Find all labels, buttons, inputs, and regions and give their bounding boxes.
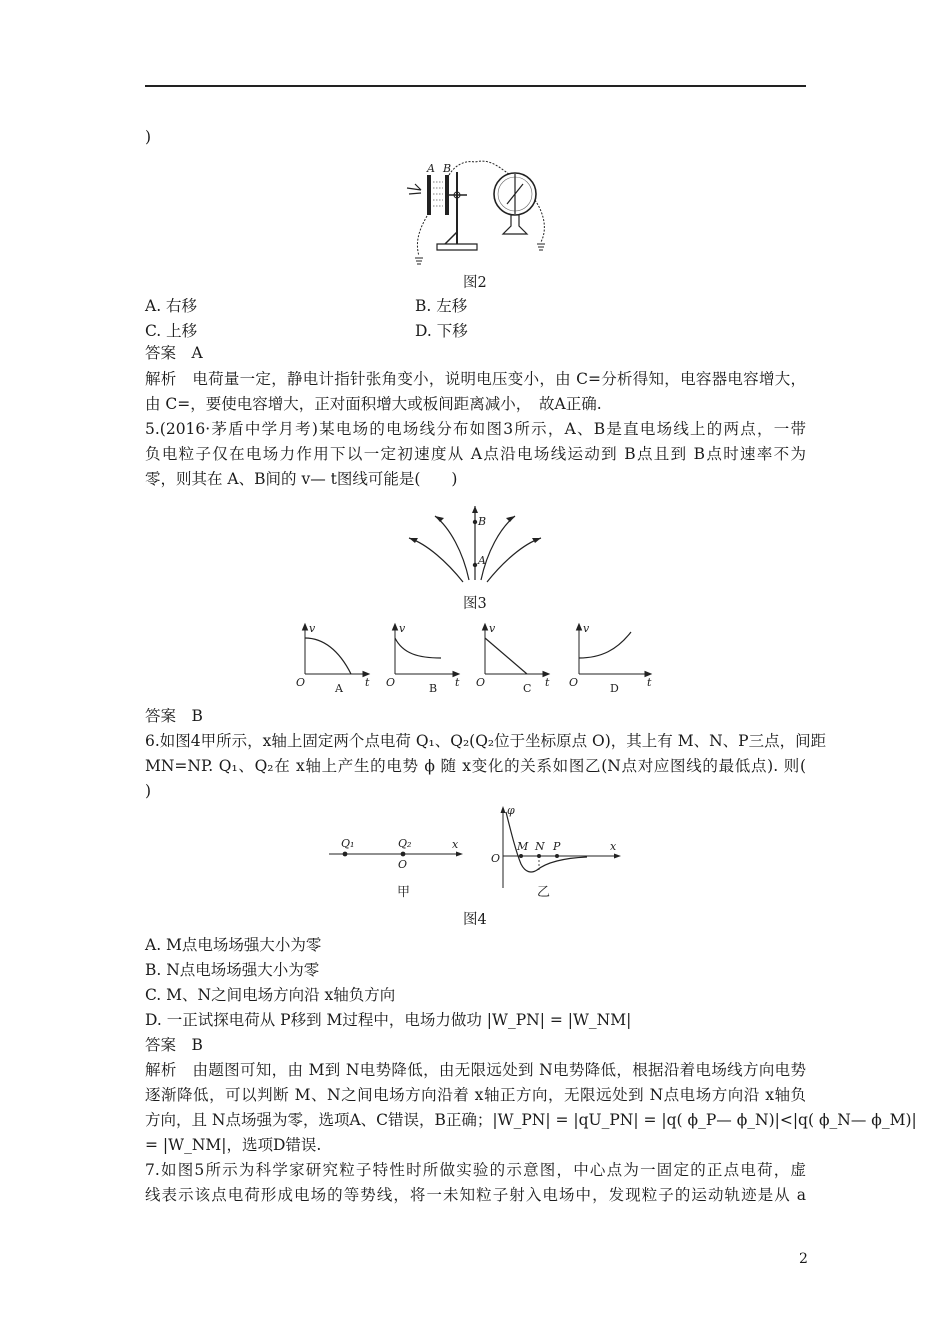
answer-6: 答案 B: [145, 1036, 203, 1054]
question-6-line-1: 6.如图4甲所示，x轴上固定两个点电荷 Q₁、Q₂(Q₂位于坐标原点 O)，其上有 M、N、P三点，间距: [145, 732, 827, 750]
vt-d-xaxis-label: t: [647, 676, 652, 689]
q4-option-b: B. 左移: [415, 297, 468, 315]
vt-c-label: C: [523, 682, 532, 695]
vt-b-label: B: [429, 682, 438, 695]
yi-point-n: N: [535, 840, 545, 853]
q6-option-d: D. 一正试探电荷从 P移到 M过程中，电场力做功 |W_PN| = |W_NM|: [145, 1011, 632, 1029]
explanation-6-line-4: = |W_NM|，选项D错误.: [145, 1136, 322, 1154]
vt-c-xaxis-label: t: [545, 676, 550, 689]
jia-q1-label: Q₁: [341, 837, 355, 850]
question-5-line-3: 零，则其在 A、B间的 v— t图线可能是( ): [145, 470, 458, 488]
question-7-line-1: 7.如图5所示为科学家研究粒子特性时所做实验的示意图，中心点为一固定的正点电荷，虚: [145, 1161, 806, 1179]
vt-d-yaxis-label: v: [583, 622, 590, 635]
vt-a-label: A: [335, 682, 343, 695]
jia-origin-label: O: [398, 858, 408, 871]
explanation-6-line-2: 逐渐降低，可以判断 M、N之间电场方向沿着 x轴正方向，无限远处到 N点电场方向沿 x轴负: [145, 1086, 806, 1104]
vt-b-origin-label: O: [386, 676, 396, 689]
jia-label: 甲: [397, 885, 411, 900]
yi-xaxis-label: x: [610, 840, 617, 853]
figure-2-caption: 图2: [463, 275, 487, 291]
question-5-line-2: 负电粒子仅在电场力作用下以一定初速度从 A点沿电场线运动到 B点且到 B点时速率不为: [145, 445, 806, 463]
figure-4-yi: [485, 804, 625, 900]
q4-option-d: D. 下移: [415, 322, 468, 340]
jia-xaxis-label: x: [452, 838, 459, 851]
yi-yaxis-label: φ: [507, 804, 515, 817]
vt-graph-d: [565, 620, 655, 696]
figure-3-caption: 图3: [463, 596, 487, 612]
jia-q2-label: Q₂: [398, 837, 412, 850]
vt-a-xaxis-label: t: [365, 676, 370, 689]
q6-option-b: B. N点电场场强大小为零: [145, 961, 320, 979]
q6-option-c: C. M、N之间电场方向沿 x轴负方向: [145, 986, 396, 1004]
figure-3-field-lines: [405, 502, 545, 588]
question-5-line-1: 5.(2016·茅盾中学月考)某电场的电场线分布如图3所示，A、B是直电场线上的两点，一带: [145, 420, 806, 438]
fig2-label-b: B: [443, 162, 452, 175]
text-line: ): [145, 128, 152, 146]
explanation-6-line-3: 方向，且 N点场强为零，选项A、C错误，B正确；|W_PN| = |qU_PN| = |q( ϕ_P— ϕ_N)|<|q( ϕ_N— ϕ_M)|: [145, 1111, 917, 1129]
question-6-line-3: ): [145, 782, 152, 800]
vt-a-yaxis-label: v: [309, 622, 316, 635]
yi-origin-label: O: [491, 852, 501, 865]
vt-a-origin-label: O: [296, 676, 306, 689]
vt-d-label: D: [610, 682, 619, 695]
answer-4: 答案 A: [145, 344, 203, 362]
figure-4-caption: 图4: [463, 912, 487, 928]
header-rule: [145, 85, 806, 87]
explanation-4-line-1: 解析 电荷量一定，静电计指针张角变小，说明电压变小，由 C=分析得知，电容器电容增大，: [145, 370, 806, 388]
q6-option-a: A. M点电场场强大小为零: [145, 936, 322, 954]
vt-b-xaxis-label: t: [455, 676, 460, 689]
vt-graph-b: [385, 620, 463, 696]
vt-c-origin-label: O: [476, 676, 486, 689]
fig2-label-a: A: [427, 162, 435, 175]
answer-5: 答案 B: [145, 707, 203, 725]
vt-c-yaxis-label: v: [489, 622, 496, 635]
page-number: 2: [799, 1251, 808, 1267]
vt-graph-a: [295, 620, 373, 696]
vt-d-origin-label: O: [569, 676, 579, 689]
yi-label: 乙: [537, 885, 551, 900]
fig3-label-a: A: [478, 554, 486, 567]
explanation-6-line-1: 解析 由题图可知，由 M到 N电势降低，由无限远处到 N电势降低，根据沿着电场线方向电势: [145, 1061, 806, 1079]
q4-option-a: A. 右移: [145, 297, 198, 315]
figure-2-capacitor-electrometer: [405, 160, 555, 272]
question-7-line-2: 线表示该点电荷形成电场的等势线，将一未知粒子射入电场中，发现粒子的运动轨迹是从 a: [145, 1186, 806, 1204]
vt-graph-c: [475, 620, 553, 696]
yi-point-p: P: [553, 840, 561, 853]
q4-option-c: C. 上移: [145, 322, 198, 340]
question-6-line-2: MN=NP. Q₁、Q₂在 x轴上产生的电势 ϕ 随 x变化的关系如图乙(N点对应图线的最低点). 则(: [145, 757, 806, 775]
vt-b-yaxis-label: v: [399, 622, 406, 635]
fig3-label-b: B: [478, 515, 487, 528]
figure-4-jia: [325, 832, 465, 900]
explanation-4-line-2: 由 C=，要使电容增大，正对面积增大或板间距离减小， 故A正确.: [145, 395, 602, 413]
yi-point-m: M: [517, 840, 529, 853]
